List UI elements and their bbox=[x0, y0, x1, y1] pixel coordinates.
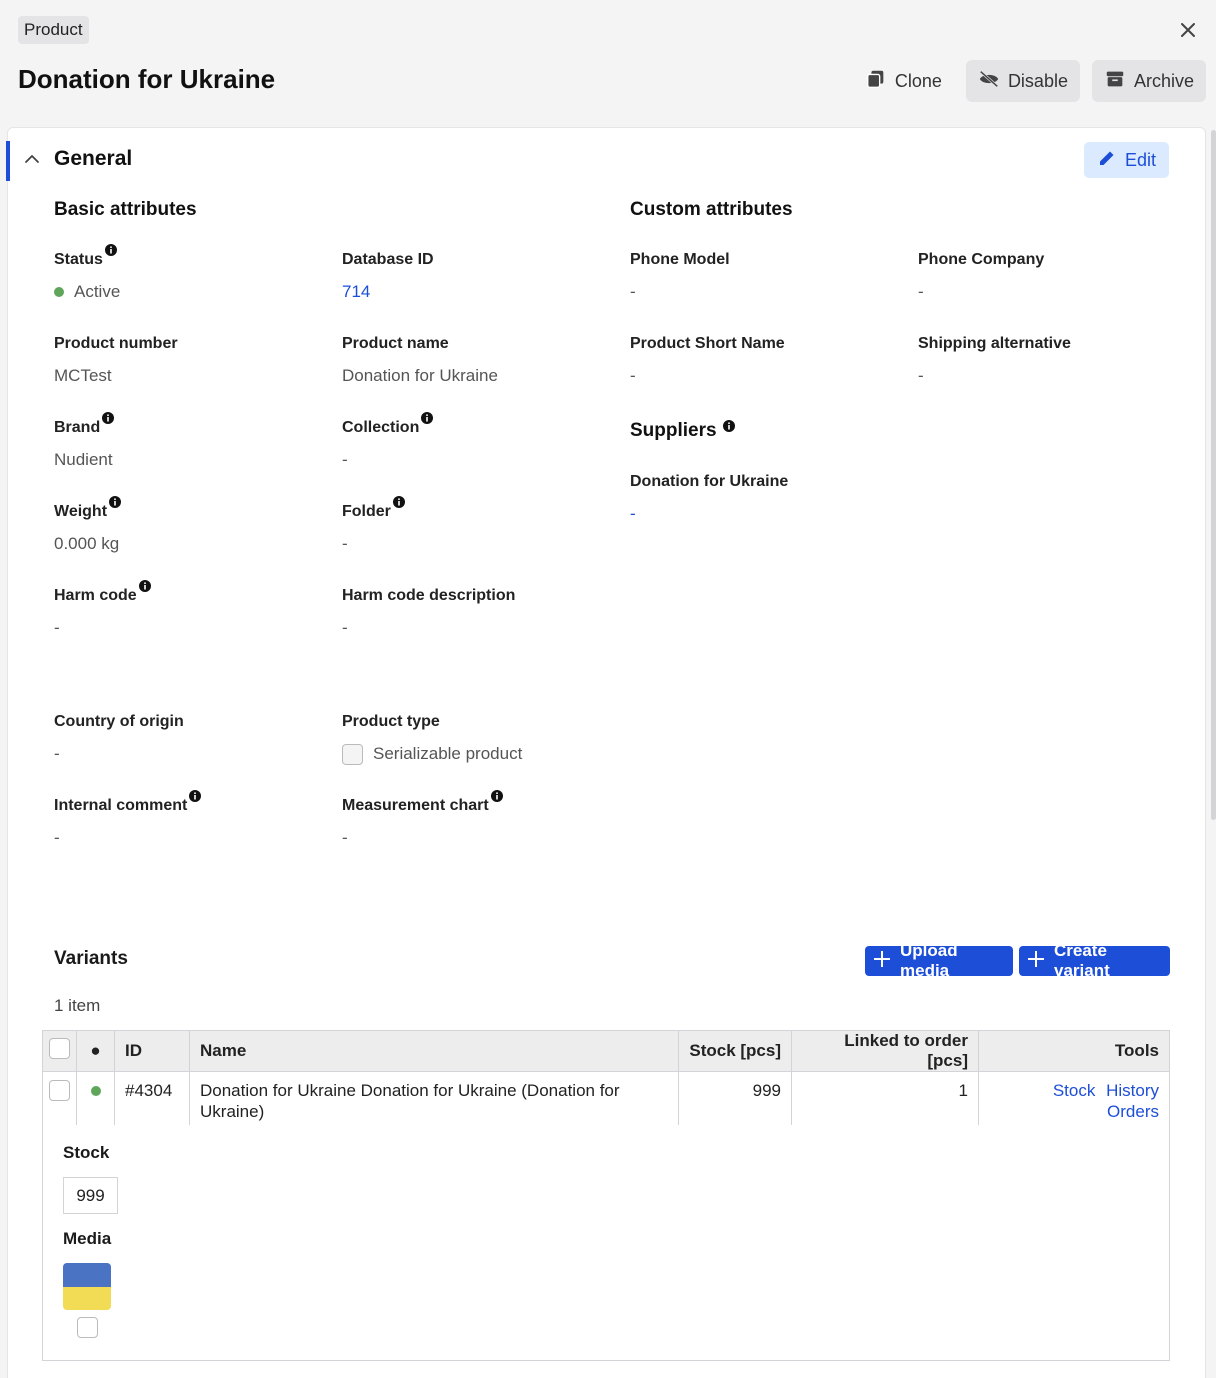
info-icon[interactable] bbox=[189, 790, 201, 802]
product-short-name-label: Product Short Name bbox=[630, 335, 785, 352]
close-icon[interactable] bbox=[1176, 18, 1200, 42]
field-brand bbox=[54, 416, 324, 472]
chevron-up-icon[interactable] bbox=[23, 150, 41, 168]
variants-heading: Variants bbox=[54, 948, 128, 969]
stock-heading: Stock bbox=[63, 1143, 110, 1162]
row-linked: 1 bbox=[792, 1072, 979, 1131]
row-checkbox[interactable] bbox=[49, 1080, 70, 1101]
pencil-icon bbox=[1097, 148, 1117, 173]
database-id-link[interactable]: 714 bbox=[342, 282, 371, 301]
row-stock: 999 bbox=[679, 1072, 792, 1131]
product-name-value: Donation for Ukraine bbox=[342, 366, 498, 385]
supplier-name-label: Donation for Ukraine bbox=[630, 473, 789, 490]
field-internal-comment bbox=[54, 794, 324, 850]
custom-attributes-heading: Custom attributes bbox=[630, 199, 793, 220]
field-product-name bbox=[342, 332, 612, 388]
measurement-chart-label: Measurement chart bbox=[342, 797, 489, 814]
row-name: Donation for Ukraine Donation for Ukraine (Donation for Ukraine) bbox=[190, 1072, 679, 1131]
field-shipping-alternative bbox=[918, 332, 1188, 388]
country-value: - bbox=[54, 744, 60, 763]
field-product-short-name bbox=[630, 332, 900, 388]
clone-label: Clone bbox=[894, 70, 942, 91]
folder-value: - bbox=[342, 534, 348, 553]
internal-comment-label: Internal comment bbox=[54, 797, 188, 814]
header-name[interactable]: Name bbox=[190, 1031, 679, 1072]
table-row[interactable] bbox=[43, 1072, 1170, 1131]
harm-code-description-value: - bbox=[342, 618, 348, 637]
status-dot bbox=[54, 287, 64, 297]
shipping-alternative-value: - bbox=[918, 366, 924, 385]
suppliers-heading bbox=[630, 420, 735, 442]
field-folder bbox=[342, 500, 612, 556]
suppliers-title: Suppliers bbox=[630, 420, 717, 441]
clone-button[interactable] bbox=[853, 60, 954, 102]
scrollbar[interactable] bbox=[1211, 130, 1216, 820]
measurement-chart-value: - bbox=[342, 828, 348, 847]
field-measurement-chart bbox=[342, 794, 612, 850]
media-checkbox[interactable] bbox=[77, 1317, 98, 1338]
stock-input[interactable] bbox=[63, 1177, 118, 1214]
page-title: Donation for Ukraine bbox=[18, 64, 276, 94]
header-status: ● bbox=[77, 1031, 115, 1072]
info-icon[interactable] bbox=[491, 790, 503, 802]
info-icon[interactable] bbox=[421, 412, 433, 424]
orders-link[interactable]: Orders bbox=[1107, 1102, 1159, 1121]
header-tools: Tools bbox=[979, 1031, 1170, 1072]
row-select-cell bbox=[43, 1072, 77, 1131]
product-short-name-value: - bbox=[630, 366, 636, 385]
field-supplier bbox=[630, 470, 900, 526]
phone-company-label: Phone Company bbox=[918, 251, 1045, 268]
product-name-label: Product name bbox=[342, 335, 449, 352]
media-thumbnail[interactable] bbox=[63, 1263, 111, 1310]
serializable-checkbox[interactable] bbox=[342, 744, 363, 765]
basic-attributes-heading: Basic attributes bbox=[54, 199, 197, 220]
header-linked[interactable]: Linked to order [pcs] bbox=[792, 1031, 979, 1072]
shipping-alternative-label: Shipping alternative bbox=[918, 335, 1071, 352]
phone-company-value: - bbox=[918, 282, 924, 301]
internal-comment-value: - bbox=[54, 828, 60, 847]
phone-model-value: - bbox=[630, 282, 636, 301]
breadcrumb: Product bbox=[18, 16, 89, 44]
weight-label: Weight bbox=[54, 503, 108, 520]
field-database-id bbox=[342, 248, 612, 304]
harm-code-label: Harm code bbox=[54, 587, 137, 604]
variant-details-panel bbox=[42, 1125, 1170, 1361]
collection-label: Collection bbox=[342, 419, 420, 436]
archive-button[interactable] bbox=[1092, 60, 1206, 102]
stock-link[interactable]: Stock bbox=[1052, 1081, 1096, 1100]
field-weight bbox=[54, 500, 324, 556]
header-id[interactable]: ID bbox=[115, 1031, 190, 1072]
header-stock[interactable]: Stock [pcs] bbox=[679, 1031, 792, 1072]
field-phone-model bbox=[630, 248, 900, 304]
archive-icon bbox=[1104, 68, 1126, 95]
harm-code-description-label: Harm code description bbox=[342, 587, 516, 604]
brand-value: Nudient bbox=[54, 450, 113, 469]
info-icon[interactable] bbox=[139, 580, 151, 592]
field-harm-code bbox=[54, 584, 324, 640]
weight-value: 0.000 kg bbox=[54, 534, 120, 553]
product-number-label: Product number bbox=[54, 335, 178, 352]
field-collection bbox=[342, 416, 612, 472]
plus-icon bbox=[872, 949, 892, 974]
edit-button[interactable] bbox=[1084, 142, 1169, 178]
history-link[interactable]: History bbox=[1106, 1081, 1159, 1100]
variants-table bbox=[42, 1030, 1170, 1131]
field-country-of-origin bbox=[54, 710, 324, 766]
eye-off-icon bbox=[978, 68, 1000, 95]
field-harm-code-description bbox=[342, 584, 612, 640]
info-icon[interactable] bbox=[723, 420, 735, 432]
info-icon[interactable] bbox=[109, 496, 121, 508]
disable-button[interactable] bbox=[966, 60, 1080, 102]
collection-value: - bbox=[342, 450, 348, 469]
field-product-number bbox=[54, 332, 324, 388]
table-header-row bbox=[43, 1031, 1170, 1072]
serializable-label: Serializable product bbox=[373, 744, 523, 763]
field-status bbox=[54, 248, 324, 304]
brand-label: Brand bbox=[54, 419, 101, 436]
create-variant-label: Create variant bbox=[1054, 941, 1110, 980]
header-select-all bbox=[43, 1031, 77, 1072]
media-heading: Media bbox=[63, 1229, 112, 1248]
upload-media-label: Upload media bbox=[900, 941, 958, 980]
section-accent bbox=[6, 141, 10, 181]
product-number-value: MCTest bbox=[54, 366, 112, 385]
status-value: Active bbox=[74, 282, 121, 301]
edit-label: Edit bbox=[1124, 149, 1157, 170]
database-id-label: Database ID bbox=[342, 251, 434, 268]
section-title: General bbox=[54, 147, 133, 170]
status-label: Status bbox=[54, 251, 103, 268]
header-actions bbox=[853, 60, 1206, 102]
copy-icon bbox=[865, 68, 887, 95]
item-count: 1 item bbox=[54, 996, 101, 1015]
harm-code-value: - bbox=[54, 618, 60, 637]
create-variant-button[interactable] bbox=[1019, 941, 1170, 980]
country-label: Country of origin bbox=[54, 713, 184, 730]
phone-model-label: Phone Model bbox=[630, 251, 730, 268]
supplier-link[interactable]: - bbox=[630, 504, 636, 523]
field-phone-company bbox=[918, 248, 1188, 304]
info-icon[interactable] bbox=[102, 412, 114, 424]
row-id: #4304 bbox=[115, 1072, 190, 1131]
product-type-label: Product type bbox=[342, 713, 440, 730]
field-product-type bbox=[342, 710, 612, 766]
info-icon[interactable] bbox=[105, 244, 117, 256]
row-status-dot bbox=[91, 1086, 101, 1096]
select-all-checkbox[interactable] bbox=[49, 1038, 70, 1059]
row-tools bbox=[979, 1072, 1170, 1131]
row-status-cell bbox=[77, 1072, 115, 1131]
info-icon[interactable] bbox=[393, 496, 405, 508]
disable-label: Disable bbox=[1007, 70, 1068, 91]
upload-media-button[interactable] bbox=[865, 941, 1013, 980]
archive-label: Archive bbox=[1133, 70, 1194, 91]
plus-icon bbox=[1026, 949, 1046, 974]
folder-label: Folder bbox=[342, 503, 391, 520]
